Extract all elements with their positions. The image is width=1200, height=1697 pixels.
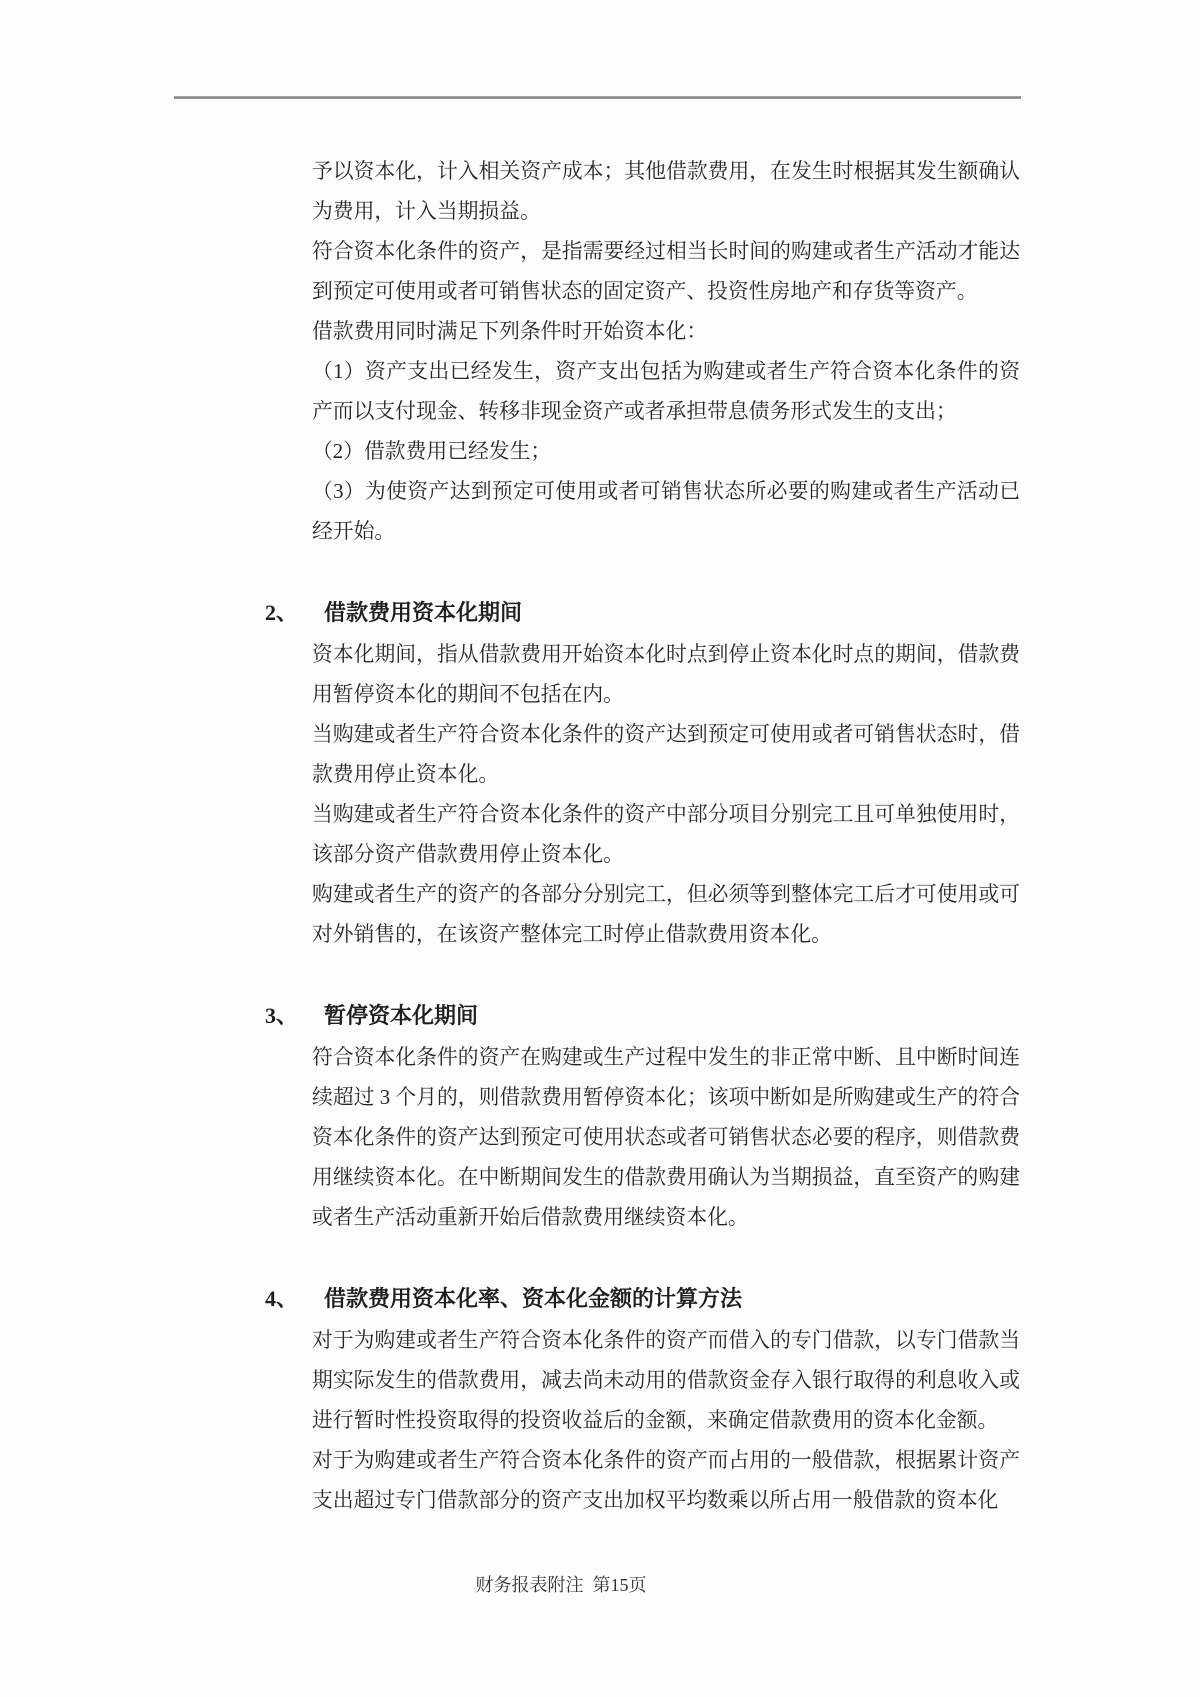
section-heading-4	[265, 1279, 1020, 1319]
paragraph-stop-capitalization-overall-completion: 购建或者生产的资产的各部分分别完工，但必须等到整体完工后才可使用或可对外销售的，在该资产整体完工时停止借款费用资本化。	[312, 883, 1020, 946]
page-footer	[0, 1572, 1122, 1598]
section-title: 暂停资本化期间	[324, 1003, 479, 1028]
section-number: 3、	[265, 1003, 299, 1028]
paragraph-qualifying-asset-definition: 符合资本化条件的资产，是指需要经过相当长时间的购建或者生产活动才能达到预定可使用或者可销售状态的固定资产、投资性房地产和存货等资产。	[312, 240, 1020, 303]
list-item-condition-2: （2）借款费用已经发生；	[312, 440, 552, 463]
paragraph-capitalized-into-cost: 予以资本化，计入相关资产成本；其他借款费用，在发生时根据其发生额确认为费用，计入当期损益。	[312, 160, 1020, 223]
section-title: 借款费用资本化期间	[324, 600, 523, 625]
section-title: 借款费用资本化率、资本化金额的计算方法	[324, 1286, 743, 1311]
section-heading-3	[265, 996, 1020, 1036]
section-number: 2、	[265, 600, 299, 625]
paragraph-suspension-period: 符合资本化条件的资产在购建或生产过程中发生的非正常中断、且中断时间连续超过 3 个月的，则借款费用暂停资本化；该项中断如是所购建或生产的符合资本化条件的资产达到预定可使用状态或者可销售状态必要的程序，则借款费用继续资本化。在中断期间发生的借款费用确认为当期损益，直至资产的购建或者生产活动重新开始后借款费用继续资本化。	[312, 1046, 1020, 1229]
section-number: 4、	[265, 1286, 299, 1311]
paragraph-capitalization-period-definition: 资本化期间，指从借款费用开始资本化时点到停止资本化时点的期间，借款费用暂停资本化的期间不包括在内。	[312, 643, 1020, 706]
paragraph-specific-borrowings-calculation: 对于为购建或者生产符合资本化条件的资产而借入的专门借款，以专门借款当期实际发生的借款费用，减去尚未动用的借款资金存入银行取得的利息收入或进行暂时性投资取得的投资收益后的金额，来确定借款费用的资本化金额。	[312, 1329, 1020, 1432]
document-body	[265, 152, 1020, 1521]
list-item-condition-3: （3）为使资产达到预定可使用或者可销售状态所必要的购建或者生产活动已经开始。	[312, 480, 1020, 543]
list-item-condition-1: （1）资产支出已经发生，资产支出包括为购建或者生产符合资本化条件的资产而以支付现金、转移非现金资产或者承担带息债务形式发生的支出；	[312, 360, 1020, 423]
header-rule	[174, 96, 1021, 99]
section-heading-2	[265, 593, 1020, 633]
paragraph-stop-capitalization-partial-completion: 当购建或者生产符合资本化条件的资产中部分项目分别完工且可单独使用时，该部分资产借款费用停止资本化。	[312, 803, 1020, 866]
paragraph-capitalization-conditions-intro: 借款费用同时满足下列条件时开始资本化：	[312, 320, 708, 343]
footer-page-number: 第15页	[592, 1575, 647, 1595]
paragraph-general-borrowings-calculation: 对于为购建或者生产符合资本化条件的资产而占用的一般借款，根据累计资产支出超过专门借款部分的资产支出加权平均数乘以所占用一般借款的资本化	[312, 1449, 1020, 1512]
paragraph-stop-capitalization-ready-state: 当购建或者生产符合资本化条件的资产达到预定可使用或者可销售状态时，借款费用停止资本化。	[312, 723, 1020, 786]
footer-label: 财务报表附注	[475, 1575, 584, 1595]
